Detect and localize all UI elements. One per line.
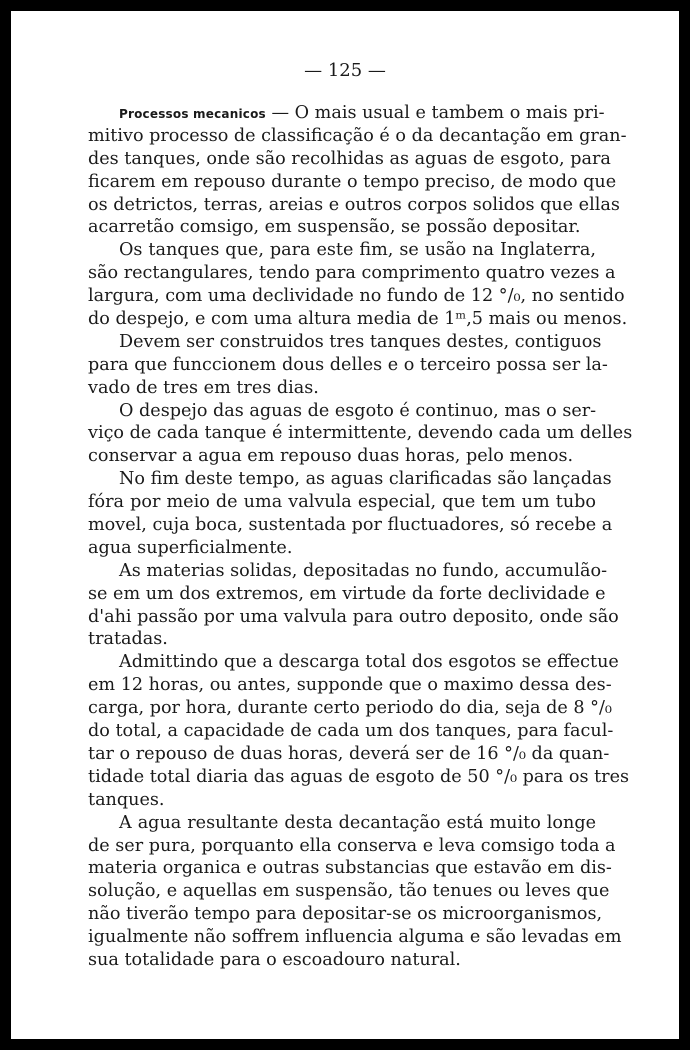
text-line: mitivo processo de classificação é o da decantação em gran- (88, 125, 627, 146)
text-line: igualmente não soffrem influencia alguma e são levadas em (88, 927, 622, 948)
section-heading: Processos mecanicos (119, 107, 266, 121)
text-line: As materias solidas, depositadas no fundo, accumulão- (119, 560, 608, 581)
text-line: do despejo, e com uma altura media de 1ᵐ,5 mais ou menos. (88, 309, 628, 330)
paragraph-agua-resultante (88, 812, 622, 972)
paragraph-despejo (88, 400, 633, 469)
text-line: agua superficialmente. (88, 537, 293, 558)
text-line: em 12 horas, ou antes, supponde que o maximo dessa des- (88, 675, 612, 696)
text-line: não tiverão tempo para depositar-se os microorganismos, (88, 904, 603, 925)
text-line: do total, a capacidade de cada um dos tanques, para facul- (88, 721, 614, 742)
text-line: Os tanques que, para este fim, se usão na Inglaterra, (119, 240, 596, 261)
text-line: fóra por meio de uma valvula especial, que tem um tubo (88, 492, 596, 513)
text-line: materia organica e outras substancias que estavão em dis- (88, 858, 612, 879)
book-page (11, 11, 679, 1039)
text-line: No fim deste tempo, as aguas clarificadas são lançadas (119, 469, 612, 490)
text-line: movel, cuja boca, sustentada por fluctuadores, só recebe a (88, 515, 613, 536)
paragraph-construidos (88, 331, 608, 400)
text-line: viço de cada tanque é intermittente, devendo cada um delles (88, 423, 633, 444)
text-line: para que funccionem dous delles e o terceiro possa ser la- (88, 354, 608, 375)
text-line: Admittindo que a descarga total dos esgotos se effectue (119, 652, 619, 673)
text-line: sua totalidade para o escoadouro natural. (88, 949, 461, 970)
text-line: O despejo das aguas de esgoto é continuo, mas o ser- (119, 400, 597, 421)
text-line: A agua resultante desta decantação está muito longe (119, 812, 596, 833)
text-line: os detrictos, terras, areias e outros corpos solidos que ellas (88, 194, 620, 215)
text-line: Devem ser construidos tres tanques destes, contiguos (119, 331, 602, 352)
text-line: d'ahi passão por uma valvula para outro deposito, onde são (88, 606, 619, 627)
page-body (88, 102, 633, 972)
text-line: de ser pura, porquanto ella conserva e leva comsigo toda a (88, 835, 616, 856)
paragraph-descarga (88, 651, 630, 811)
paragraph-processos-mecanicos (88, 102, 627, 239)
text-line: carga, por hora, durante certo periodo do dia, seja de 8 °/₀ (88, 698, 612, 719)
text-line: se em um dos extremos, em virtude da forte declividade e (88, 583, 606, 604)
text-line: são rectangulares, tendo para comprimento quatro vezes a (88, 263, 616, 284)
text-line: largura, com uma declividade no fundo de 12 °/₀, no sentido (88, 286, 625, 307)
text-line: acarretão comsigo, em suspensão, se possão depositar. (88, 217, 581, 238)
text-line: solução, e aquellas em suspensão, tão tenues ou leves que (88, 881, 610, 902)
paragraph-materias-solidas (88, 560, 619, 652)
text-line: vado de tres em tres dias. (88, 377, 319, 398)
text-line: tar o repouso de duas horas, deverá ser de 16 °/₀ da quan- (88, 743, 610, 764)
paragraph-tanques (88, 239, 628, 331)
text-line: tidade total diaria das aguas de esgoto de 50 °/₀ para os tres (88, 766, 630, 787)
text-line (88, 102, 605, 125)
text-line: tratadas. (88, 629, 168, 650)
text-line: des tanques, onde são recolhidas as aguas de esgoto, para (88, 148, 611, 169)
page-number: — 125 — (304, 60, 386, 81)
text-line-rest: — O mais usual e tambem o mais pri- (265, 103, 605, 123)
text-line: ficarem em repouso durante o tempo preciso, de modo que (88, 171, 617, 192)
text-line: tanques. (88, 789, 165, 810)
text-line: conservar a agua em repouso duas horas, pelo menos. (88, 446, 574, 467)
paragraph-aguas-clarificadas (88, 468, 613, 560)
